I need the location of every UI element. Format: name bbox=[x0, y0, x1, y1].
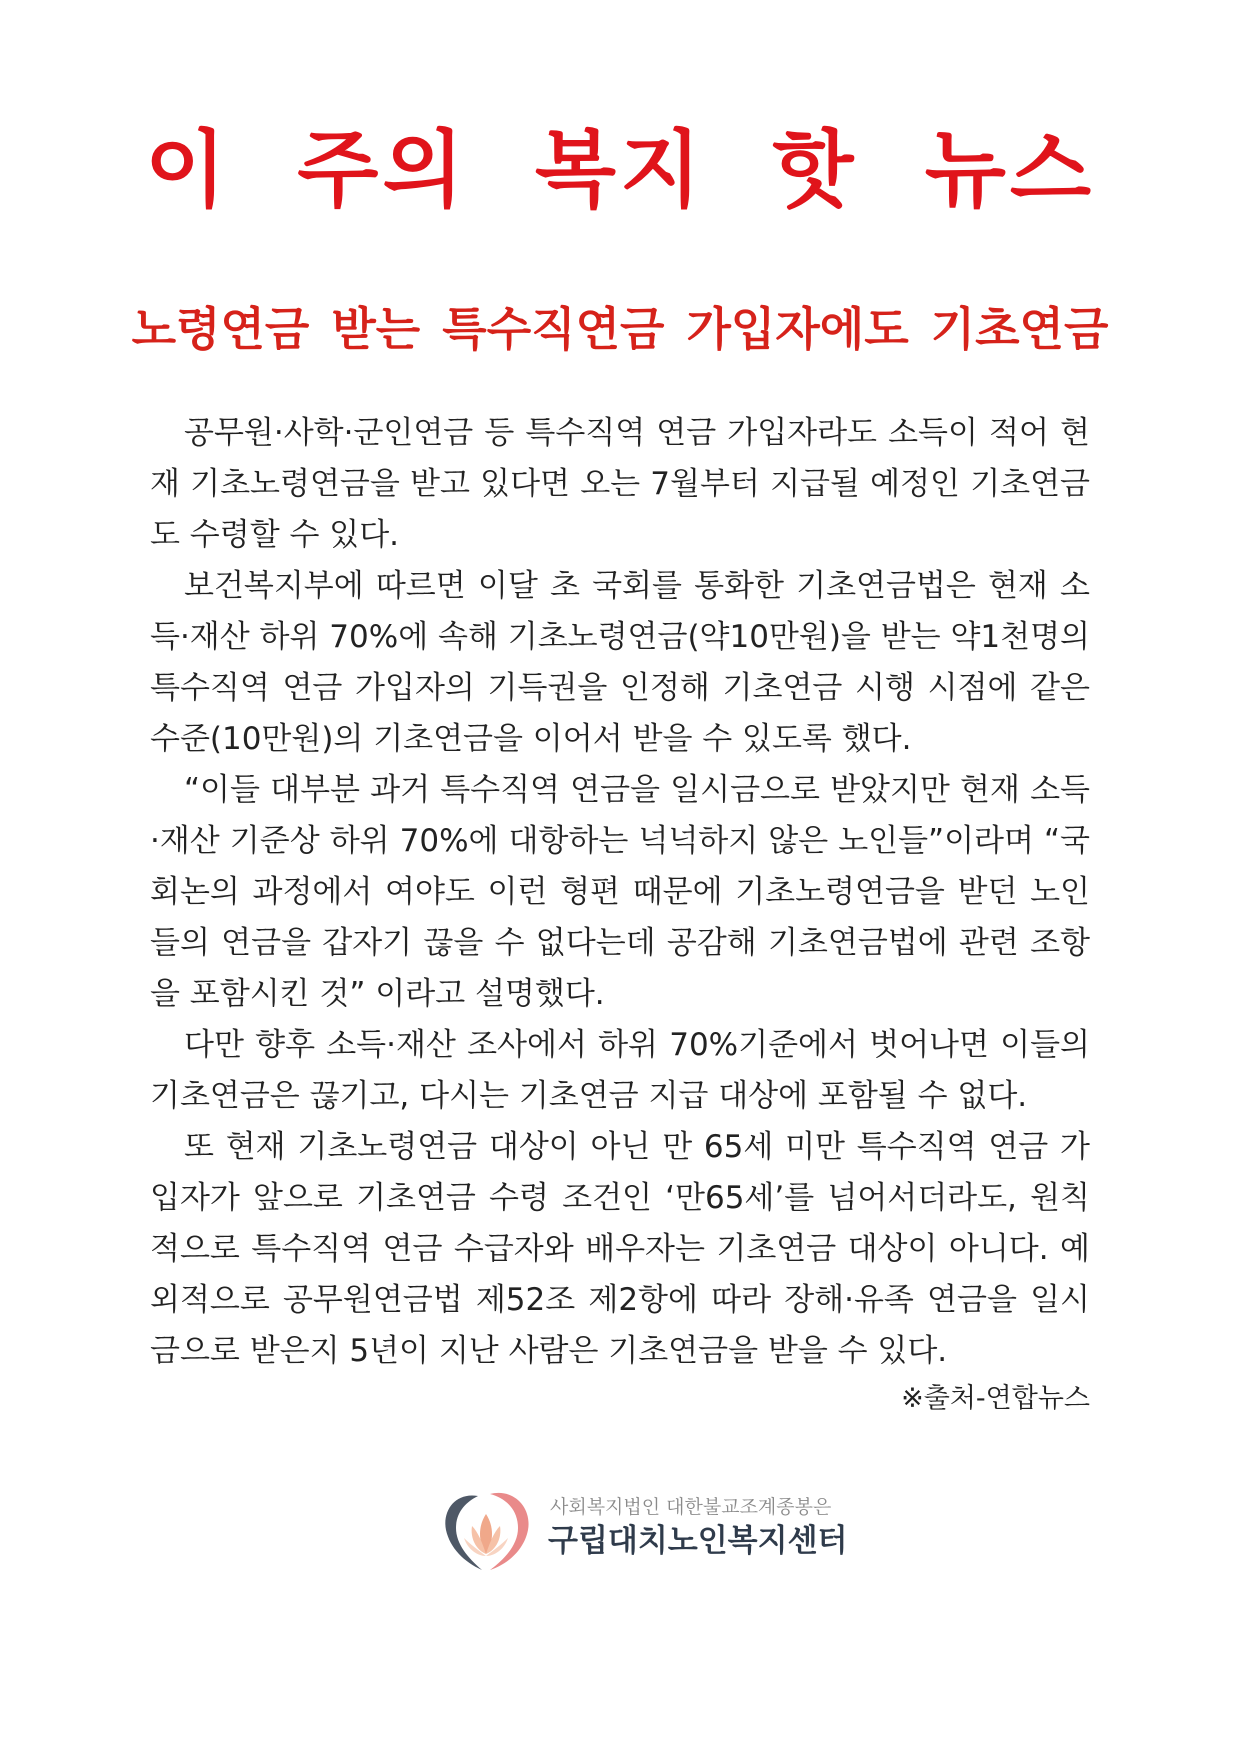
organization-subtitle: 사회복지법인 대한불교조계종봉은 bbox=[550, 1496, 832, 1518]
article-paragraph-4: 다만 향후 소득·재산 조사에서 하위 70%기준에서 벗어나면 이들의 기초연금은 끊기고, 다시는 기초연금 지급 대상에 포함될 수 없다. bbox=[150, 1027, 1090, 1114]
source-credit: ※출처-연합뉴스 bbox=[901, 1383, 1090, 1414]
article-paragraph-1: 공무원·사학·군인연금 등 특수직역 연금 가입자라도 소득이 적어 현재 기초노령연금을 받고 있다면 오는 7월부터 지급될 예정인 기초연금도 수령할 수 있다. bbox=[150, 415, 1090, 553]
article-paragraph-3: “이들 대부분 과거 특수직역 연금을 일시금으로 받았지만 현재 소득·재산 기준상 하위 70%에 대항하는 넉넉하지 않은 노인들”이라며 “국회논의 과정에서 여야도 이런 형편 때문에 기초노령연금을 받던 노인들의 연금을 갑자기 끊을 수 없다는데 공감해 기초연금법에 관련 조항을 포함시킨 것” 이라고 설명했다. bbox=[150, 772, 1090, 1012]
page-title: 이 주의 복지 핫 뉴스 bbox=[144, 121, 1096, 219]
article-headline: 노령연금 받는 특수직연금 가입자에도 기초연금 bbox=[131, 302, 1109, 356]
organization-logo bbox=[438, 1484, 848, 1574]
lotus-heart-logo-icon bbox=[438, 1484, 534, 1574]
article-body bbox=[150, 408, 1090, 1421]
organization-name: 구립대치노인복지센터 bbox=[548, 1523, 848, 1559]
article-paragraph-5: 또 현재 기초노령연금 대상이 아닌 만 65세 미만 특수직역 연금 가입자가 앞으로 기초연금 수령 조건인 ‘만65세’를 넘어서더라도, 원칙적으로 특수직역 연금 수급자와 배우자는 기초연금 대상이 아니다. 예외적으로 공무원연금법 제52조 제2항에 따라 장해·유족 연금을 일시금으로 받은지 5년이 지난 사람은 기초연금을 받을 수 있다. bbox=[150, 1129, 1090, 1369]
article-paragraph-2: 보건복지부에 따르면 이달 초 국회를 통화한 기초연금법은 현재 소득·재산 하위 70%에 속해 기초노령연금(약10만원)을 받는 약1천명의 특수직역 연금 가입자의 기득권을 인정해 기초연금 시행 시점에 같은 수준(10만원)의 기초연금을 이어서 받을 수 있도록 했다. bbox=[150, 568, 1090, 757]
